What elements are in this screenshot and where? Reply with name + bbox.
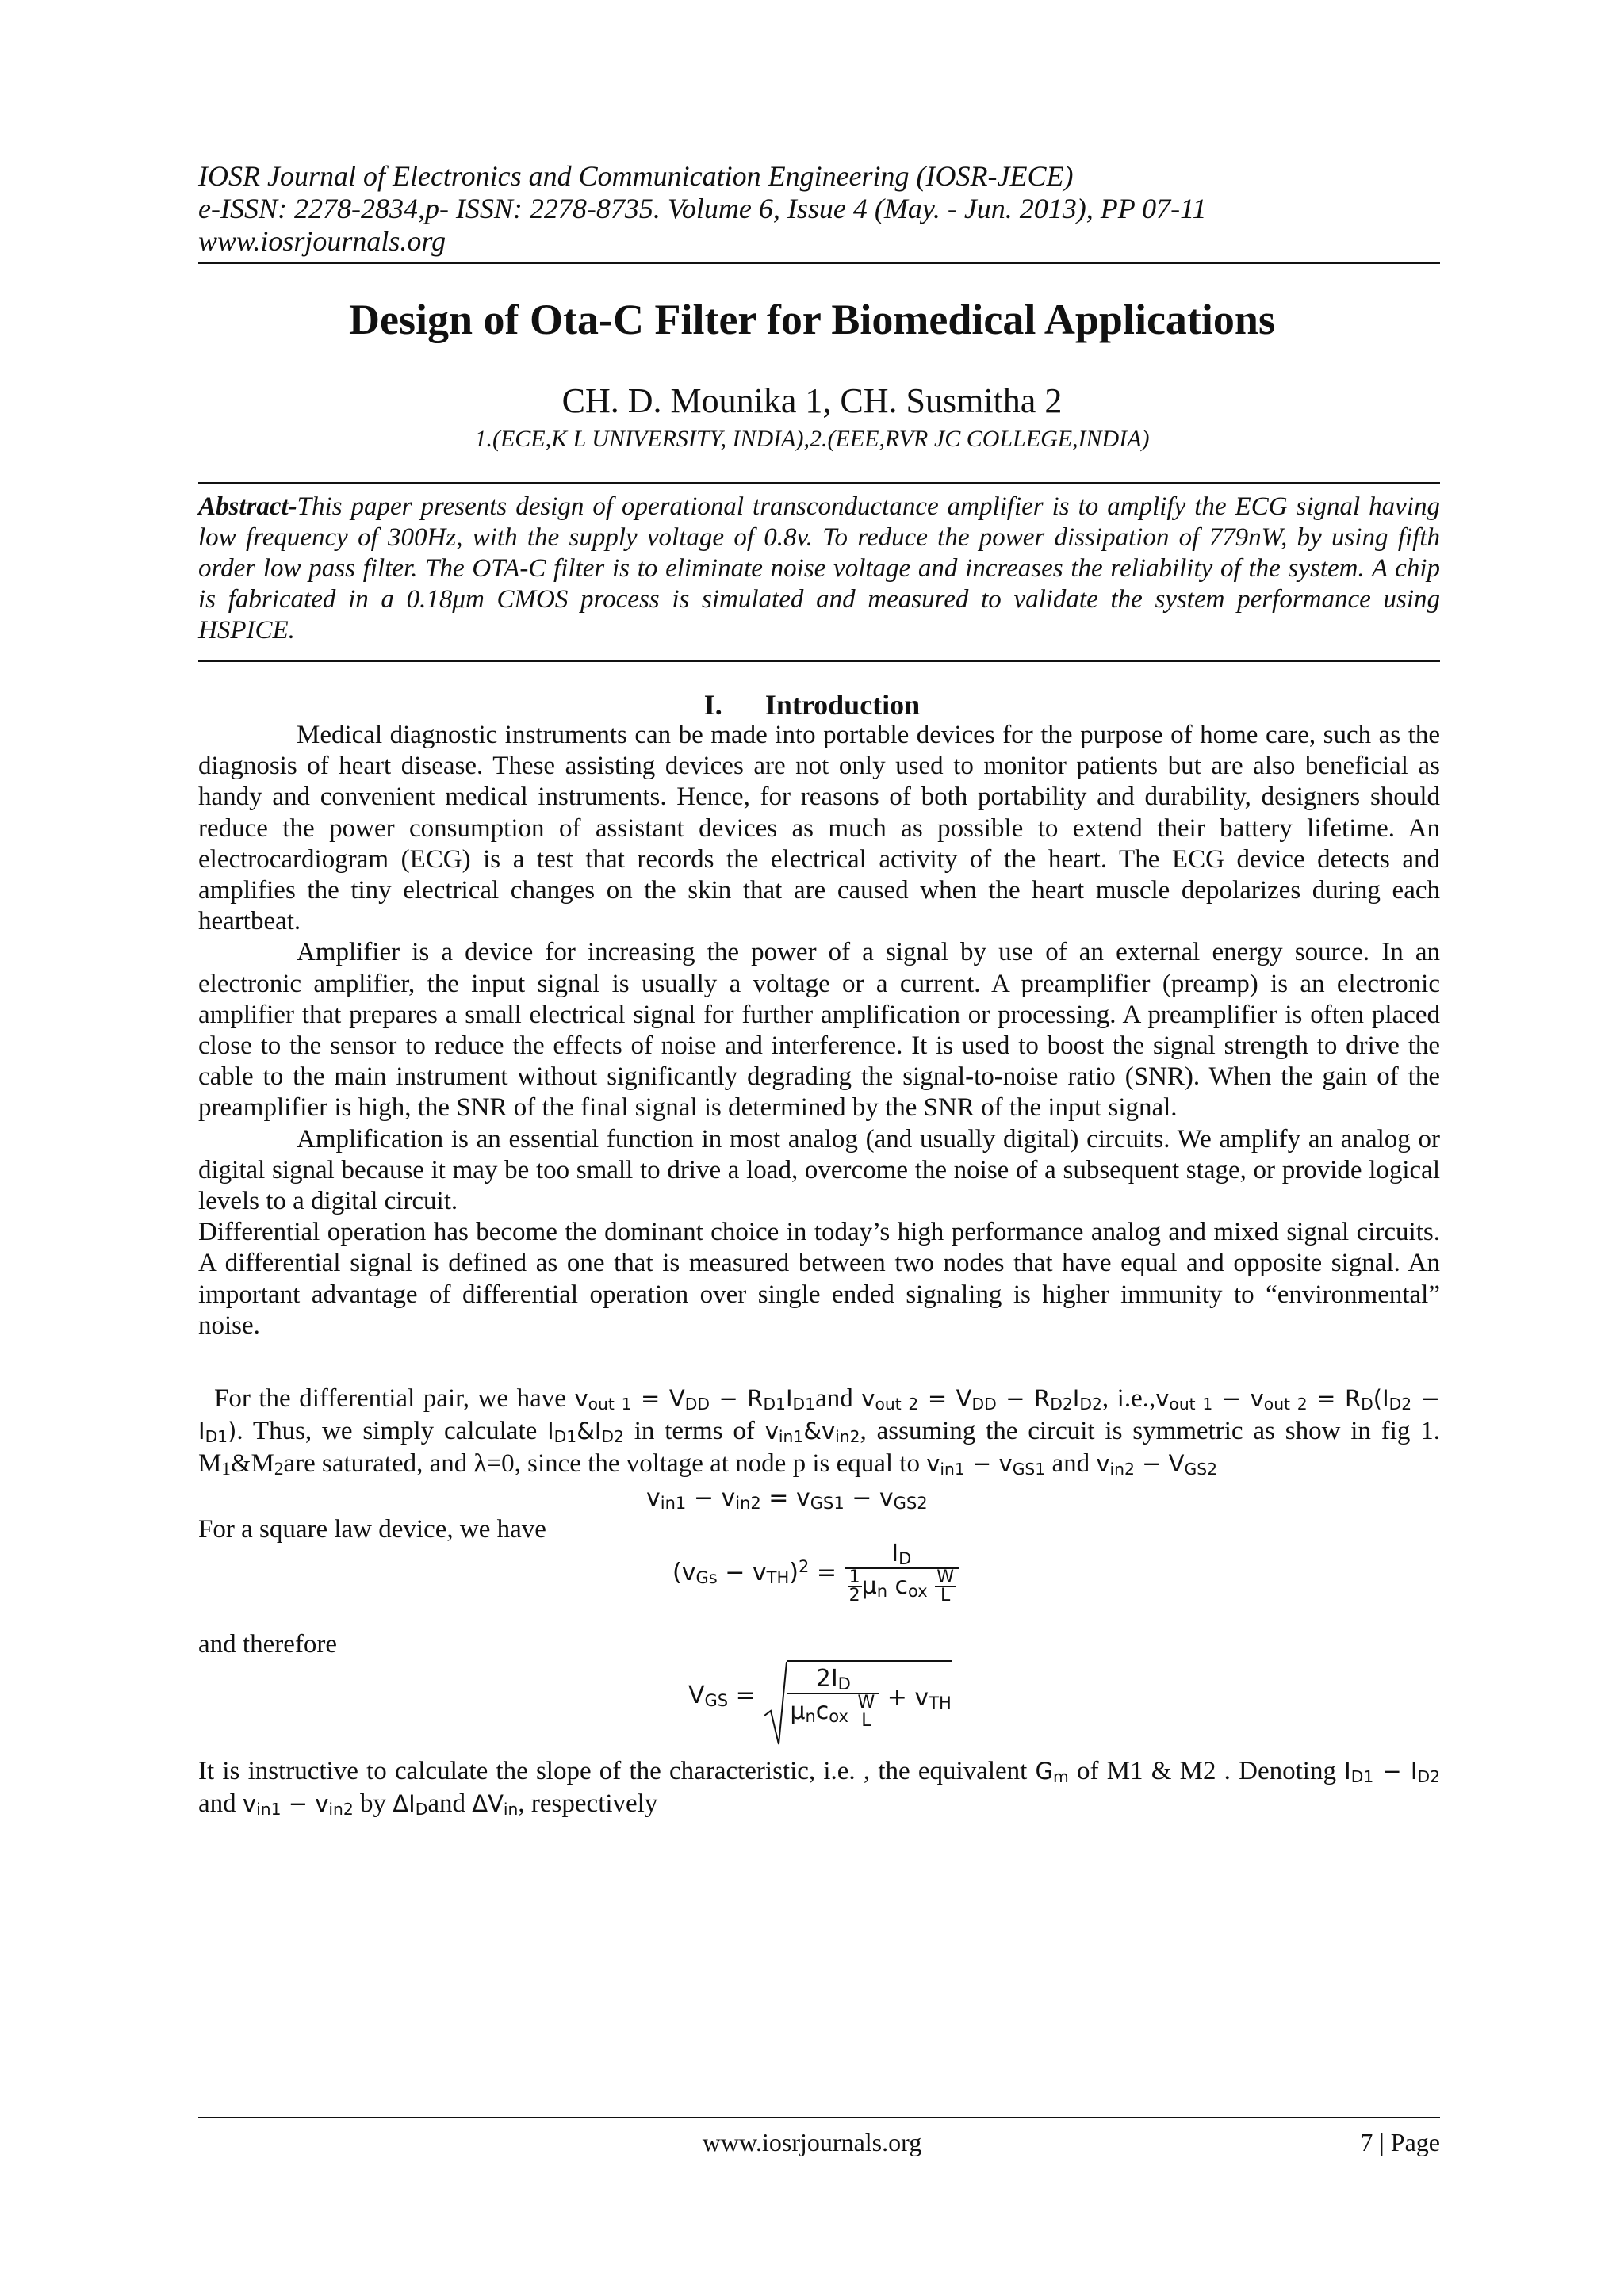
paper-authors: CH. D. Mounika 1, CH. Susmitha 2: [561, 381, 1063, 420]
header-rule: [198, 262, 1440, 264]
abstract-top-rule: [198, 482, 1440, 484]
paragraph: Amplifier is a device for increasing the power of a signal by use of an external energy source. In an electronic amplifier, the input signal is usually a voltage or a current. A preamplifier (preamp) is an electronic amplifier that prepares a small electrical signal for further amplification or processing. A preamplifier is often placed close to the sensor to reduce the effects of noise and interference. It is used to boost the signal strength to drive the cable to the main instrument without significantly degrading the signal-to-noise ratio (SNR). When the gain of the preamplifier is high, the SNR of the final signal is determined by the SNR of the input signal.: [198, 938, 1440, 1123]
slope-paragraph: It is instructive to calculate the slope of the characteristic, i.e. , the equivalent $G_m$ of M1 & M2 . Denoting $I_{D1} - I_{D2}$ and $v_{in1} - v_{in2}$ by $\Delta I_Dand$ $\Delta V_{in}$, respectively: [198, 1757, 1440, 1819]
abstract-bottom-rule: [198, 660, 1440, 662]
equation-square-law: $(v_{Gs} - v_{TH})^2$ = $I_D$ $\frac{1}{2}$ $\mu_n$ $c_{ox}$ $\frac{W}{L}$: [672, 1540, 959, 1605]
abstract-label: Abstract-: [198, 492, 297, 521]
paper-affiliations: 1.(ECE,K L UNIVERSITY, INDIA),2.(EEE,RVR JC COLLEGE,INDIA): [474, 426, 1150, 452]
abstract: [198, 492, 1440, 646]
sqrt-sign: [763, 1660, 787, 1747]
equation-vin-difference: $v_{in1} - v_{in2} = v_{GS1} - v_{GS2}$: [646, 1484, 928, 1513]
abstract-text: This paper presents design of operational transconductance amplifier is to amplify the ECG signal having low frequency of 300Hz, with the supply voltage of 0.8v. To reduce the power dissipation of 779nW, by using fifth order low pass filter. The OTA-C filter is to eliminate noise voltage and increases the reliability of the system. A chip is fabricated in a 0.18μm CMOS process is simulated and measured to validate the system performance using HSPICE.: [198, 492, 1440, 645]
journal-name: IOSR Journal of Electronics and Communication Engineering (IOSR-JECE): [198, 160, 1074, 192]
journal-website[interactable]: www.iosrjournals.org: [198, 225, 446, 257]
section-title: Introduction: [764, 689, 921, 721]
section-heading: [0, 688, 1624, 721]
journal-issn: e-ISSN: 2278-2834,p- ISSN: 2278-8735. Volume 6, Issue 4 (May. - Jun. 2013), PP 07-11: [198, 193, 1207, 224]
paragraph: Differential operation has become the dominant choice in today’s high performance analog and mixed signal circuits. A differential signal is defined as one that is measured between two nodes that have equal and opposite signal. An important advantage of differential operation over single ended signaling is higher immunity to “environmental” noise.: [198, 1218, 1440, 1340]
equation-vgs: $V_{GS}$ = $2I_D$ $\mu_nc_{ox}$ $\frac{W}{L}$ + $v_{TH}$: [688, 1660, 952, 1730]
paper-title: Design of Ota-C Filter for Biomedical Applications: [349, 296, 1275, 343]
footer-rule: [198, 2117, 1440, 2118]
page-number: 7 | Page: [1360, 2128, 1440, 2156]
paragraph: Amplification is an essential function in most analog (and usually digital) circuits. We amplify an analog or digital signal because it may be too small to drive a load, overcome the noise of a subsequent stage, or provide logical levels to a digital circuit.: [198, 1124, 1440, 1216]
intro-body: [198, 720, 1440, 1341]
footer-website[interactable]: www.iosrjournals.org: [702, 2128, 922, 2156]
square-law-text: For a square law device, we have: [198, 1515, 546, 1544]
therefore-text: and therefore: [198, 1630, 337, 1659]
diff-pair-paragraph: For the differential pair, we have $v_{out 1} = V_{DD} - R_{D1}I_{D1}and$ $v_{out 2} = V_{DD} - R_{D2}I_{D2}$, $i.e.,v_{out 1} - v_{out 2} = R_D(I_{D2} - I_{D1})$. Thus, we simply calculate $I_{D1}\&I_{D2}$ in terms of $v_{in1}\&v_{in2}$, assuming the circuit is symmetric as show in fig 1. $M_1\&M_2are$ saturated, and λ=0, since the voltage at node p is equal to $v_{in1} - v_{GS1}$ and $v_{in2} - V_{GS2}$: [198, 1384, 1441, 1479]
section-number: I.: [703, 689, 722, 721]
paragraph: Medical diagnostic instruments can be made into portable devices for the purpose of home care, such as the diagnosis of heart disease. These assisting devices are not only used to monitor patients but are also beneficial as handy and convenient medical instruments. Hence, for reasons of both portability and durability, designers should reduce the power consumption of assistant devices as much as possible to extend their battery lifetime. An electrocardiogram (ECG) is a test that records the electrical activity of the heart. The ECG device detects and amplifies the tiny electrical changes on the skin that are caused when the heart muscle depolarizes during each heartbeat.: [198, 721, 1440, 936]
